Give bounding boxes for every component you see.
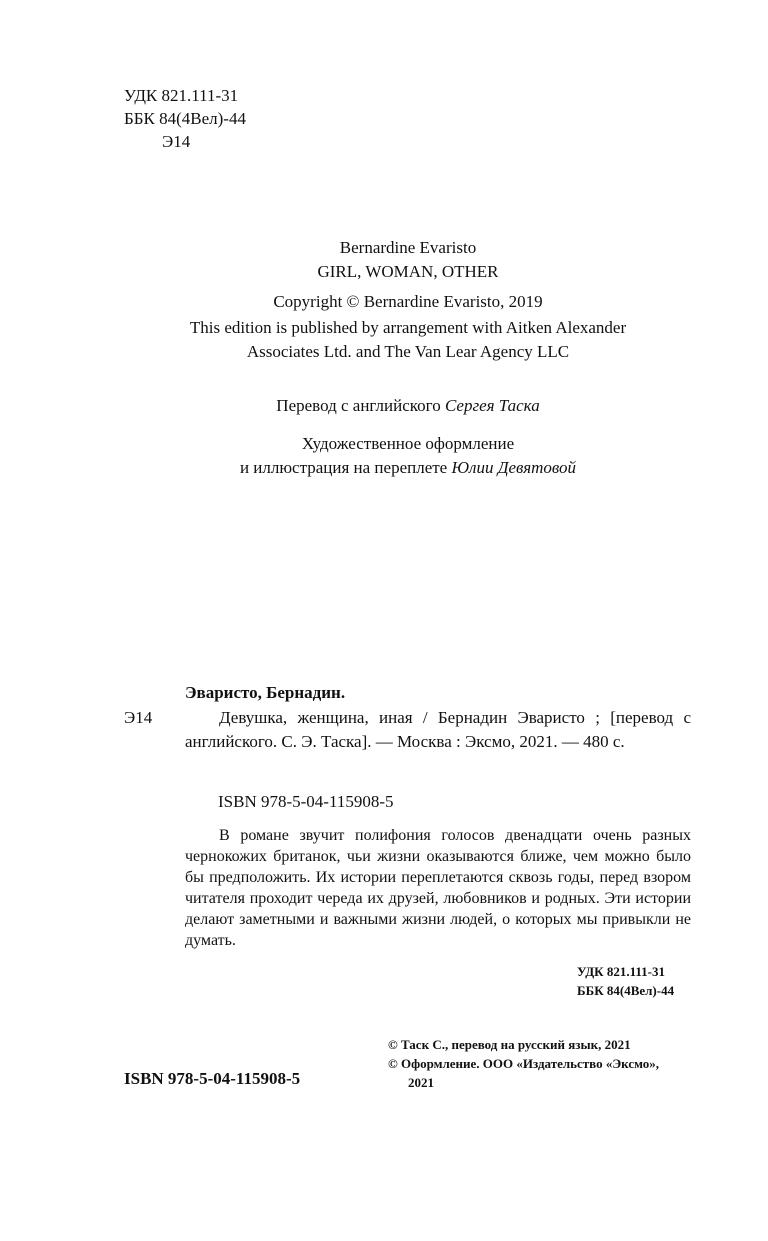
original-copyright: Copyright © Bernardine Evaristo, 2019: [273, 292, 543, 311]
original-title-block: [0, 236, 768, 284]
design-copyright-year: 2021: [408, 1075, 434, 1090]
bibliographic-author: Эваристо, Бернадин.: [185, 683, 346, 702]
design-line-1: Художественное оформление: [301, 434, 515, 453]
classification-block: [124, 84, 246, 153]
translation-prefix: Перевод с английского: [276, 396, 441, 415]
translation-copyright: © Таск С., перевод на русский язык, 2021: [388, 1037, 631, 1052]
translation-credit: [0, 394, 768, 418]
bibliographic-code: Э14: [124, 708, 153, 727]
russian-copyrights: [388, 1035, 698, 1092]
udk-code: УДК 821.111-31: [124, 86, 239, 105]
translator-name: Сергея Таска: [444, 396, 540, 415]
bbk-code: ББК 84(4Вел)-44: [124, 109, 246, 128]
original-author: Bernardine Evaristo: [339, 238, 477, 257]
author-sign-code: Э14: [162, 132, 191, 151]
bibliographic-bbk: ББК 84(4Вел)-44: [577, 983, 675, 998]
design-line-2-prefix: и иллюстрация на переплете: [239, 458, 448, 477]
bibliographic-isbn: ISBN 978-5-04-115908-5: [218, 792, 394, 811]
bibliographic-udk: УДК 821.111-31: [577, 964, 665, 979]
design-credit: [0, 432, 768, 480]
edition-line-2: Associates Ltd. and The Van Lear Agency LLC: [246, 342, 570, 361]
original-title: GIRL, WOMAN, OTHER: [317, 262, 499, 281]
edition-notice: [0, 316, 768, 364]
bibliographic-entry: Девушка, женщина, иная / Бернадин Эваристо ; [перевод с английского. С. Э. Таска]. — Москва : Эксмо, 2021. — 480 с.: [185, 708, 691, 751]
bibliographic-classification: [577, 962, 674, 1000]
design-copyright: © Оформление. ООО «Издательство «Эксмо»,: [388, 1056, 660, 1071]
annotation: В романе звучит полифония голосов двенадцати очень разных чернокожих британок, чьи жизни оказываются ближе, чем можно было бы предположить. Их истории переплетаются сквозь годы, перед взором читателя проходит череда их друзей, любовников и родных. Эти истории делают заметными и важными жизни людей, о которых мы привыкли не думать.: [185, 827, 691, 949]
designer-name: Юлии Девятовой: [451, 458, 577, 477]
edition-line-1: This edition is published by arrangement with Aitken Alexander: [189, 318, 627, 337]
isbn-bottom: ISBN 978-5-04-115908-5: [124, 1069, 301, 1088]
